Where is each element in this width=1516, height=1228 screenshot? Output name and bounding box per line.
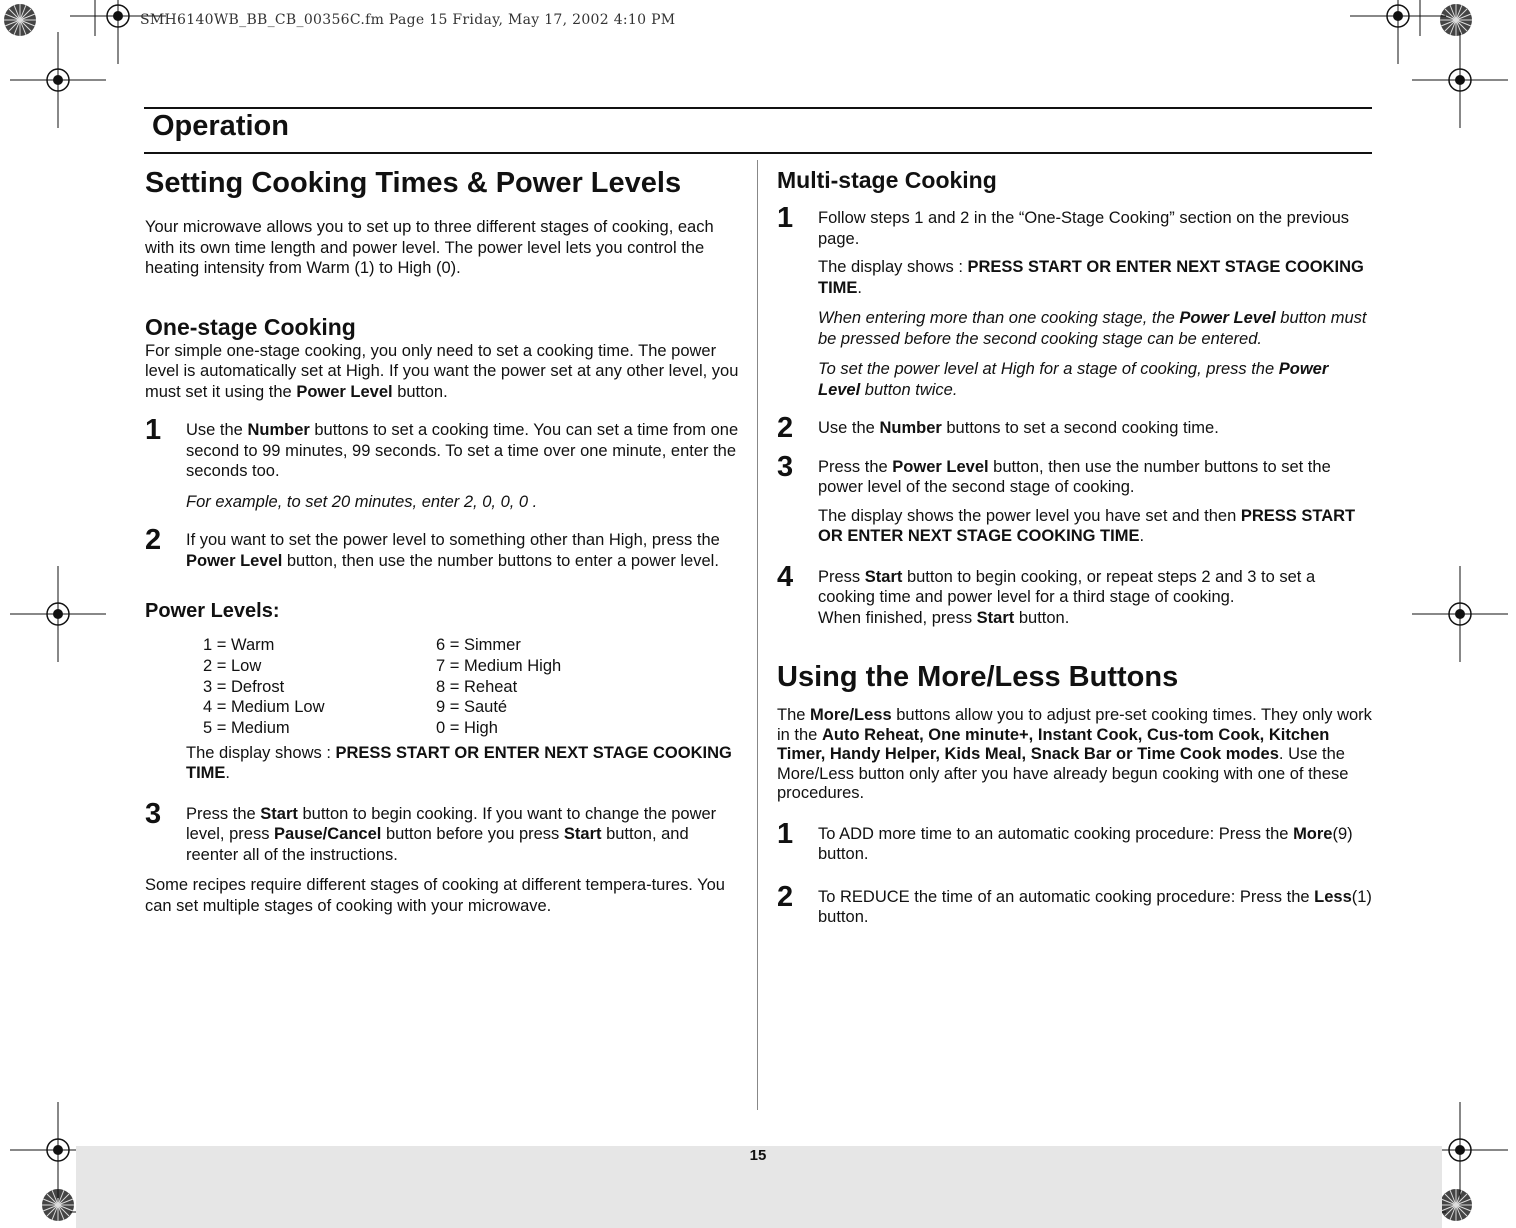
- registration-star-bottom-right: [1440, 1189, 1472, 1221]
- header-bottom-rule: [144, 152, 1372, 154]
- column-separator: [757, 160, 758, 1110]
- section-title: Operation: [152, 110, 289, 142]
- crosshair-top-right-b: [1412, 32, 1508, 128]
- more-less-intro: The More/Less buttons allow you to adjust pre-set cooking times. They only work in the Auto Reheat, One minute+, Instant Cook, Cus-tom Cook, Kitchen Timer, Handy Helper, Kids Meal, Snack Bar or Time Cook modes. Use the More/Less button only after you have already begun cooking with one of these procedures.: [777, 706, 1372, 802]
- one-stage-step-2: 2 If you want to set the power level to something other than High, press the Power Level button, then use the number buttons to enter a power level.: [145, 524, 720, 570]
- power-levels-display-note: The display shows : PRESS START OR ENTER NEXT STAGE COOKING TIME.: [186, 743, 732, 783]
- crosshair-mid-left: [10, 566, 106, 662]
- display-note: The display shows : PRESS START OR ENTER NEXT STAGE COOKING TIME.: [818, 258, 1364, 297]
- power-level-item: 9 = Sauté: [436, 698, 508, 717]
- power-levels-heading: Power Levels:: [145, 600, 280, 622]
- page-number: 15: [749, 1147, 767, 1164]
- step-number: 4: [777, 560, 794, 593]
- step-number: 3: [145, 797, 162, 830]
- power-level-item: 0 = High: [436, 719, 498, 738]
- crosshair-top-left-a: [70, 0, 166, 64]
- power-level-item: 3 = Defrost: [203, 677, 285, 696]
- file-slug: SMH6140WB_BB_CB_00356C.fm Page 15 Friday, May 17, 2002 4:10 PM: [140, 12, 676, 28]
- multi-stage-step-4: 4 Press Start button to begin cooking, or repeat steps 2 and 3 to set a cooking time and power level for a third stage of cooking. When finished, press Start button.: [777, 560, 1316, 627]
- page-title: Setting Cooking Times & Power Levels: [145, 167, 682, 199]
- one-stage-step-3: 3 Press the Start button to begin cooking. If you want to change the power level, press Pause/Cancel button before you press Start button, and reenter all of the instructions.: [145, 797, 717, 864]
- step-number: 1: [145, 414, 162, 446]
- power-level-note: When entering more than one cooking stage, the Power Level button must be pressed before the second cooking stage can be entered.: [818, 309, 1367, 348]
- power-level-item: 6 = Simmer: [436, 636, 521, 654]
- step-number: 2: [777, 880, 794, 913]
- one-stage-heading: One-stage Cooking: [145, 313, 356, 340]
- registration-star-top-right: [1440, 4, 1472, 36]
- crosshair-top-left-b: [10, 32, 106, 128]
- more-less-heading: Using the More/Less Buttons: [777, 661, 1179, 693]
- high-power-note: To set the power level at High for a stage of cooking, press the Power Level button twice.: [818, 360, 1329, 399]
- one-stage-intro: For simple one-stage cooking, you only need to set a cooking time. The power level is automatically set at High. If you want the power set at any other level, you must set it using the Power Level button.: [145, 341, 739, 401]
- power-level-item: 5 = Medium: [203, 719, 290, 738]
- power-level-item: 7 = Medium High: [436, 656, 562, 675]
- left-column: [145, 164, 739, 916]
- step-number: 1: [777, 817, 794, 850]
- crosshair-mid-right: [1412, 566, 1508, 662]
- step-example: For example, to set 20 minutes, enter 2, 0, 0, 0 .: [186, 492, 538, 511]
- power-level-item: 8 = Reheat: [436, 677, 518, 696]
- power-levels-list: [145, 635, 739, 739]
- registration-star-top-left: [4, 4, 36, 36]
- more-less-step-1: 1 To ADD more time to an automatic cooking procedure: Press the More(9) button.: [777, 817, 1353, 863]
- power-level-item: 2 = Low: [203, 656, 262, 675]
- one-stage-step-1: 1 Use the Number buttons to set a cooking time. You can set a time from one second to 99 minutes, 99 seconds. To set a time over one minute, enter the seconds too. For example, to set 20 minutes, enter 2, 0, 0, 0 .: [145, 414, 739, 511]
- multi-stage-heading: Multi-stage Cooking: [777, 167, 997, 193]
- crosshair-top-right-a: [1350, 0, 1446, 64]
- more-less-step-2: 2 To REDUCE the time of an automatic cooking procedure: Press the Less(1) button.: [777, 880, 1372, 926]
- right-column: [777, 166, 1373, 928]
- step-number: 2: [145, 524, 162, 556]
- closing-paragraph: Some recipes require different stages of cooking at different tempera-tures. You can set multiple stages of cooking with your microwave.: [145, 876, 725, 915]
- step-number: 1: [777, 202, 794, 234]
- intro-paragraph: Your microwave allows you to set up to three different stages of cooking, each with its own time length and power level. The power level lets you control the heating intensity from Warm (1) to High (0).: [145, 218, 714, 277]
- step-number: 2: [777, 412, 794, 444]
- header-top-rule: [144, 107, 1372, 109]
- multi-stage-step-1: 1 Follow steps 1 and 2 in the “One-Stage Cooking” section on the previous page. The display shows : PRESS START OR ENTER NEXT STAGE COOKING TIME. When entering more than one cooking stage, the Power Level button must be pressed before the second cooking stage can be entered. To set the power level at High for a stage of cooking, press the Power Level button twice.: [777, 208, 1373, 400]
- step-number: 3: [777, 450, 794, 483]
- power-level-item: 1 = Warm: [203, 636, 275, 654]
- multi-stage-step-2: 2 Use the Number buttons to set a second cooking time.: [777, 412, 1219, 444]
- multi-stage-step-3: 3 Press the Power Level button, then use the number buttons to set the power level of the second stage of cooking. The display shows the power level you have set and then PRESS START OR ENTER NEXT STAGE COOKING TIME.: [777, 450, 1356, 545]
- power-level-item: 4 = Medium Low: [203, 698, 325, 717]
